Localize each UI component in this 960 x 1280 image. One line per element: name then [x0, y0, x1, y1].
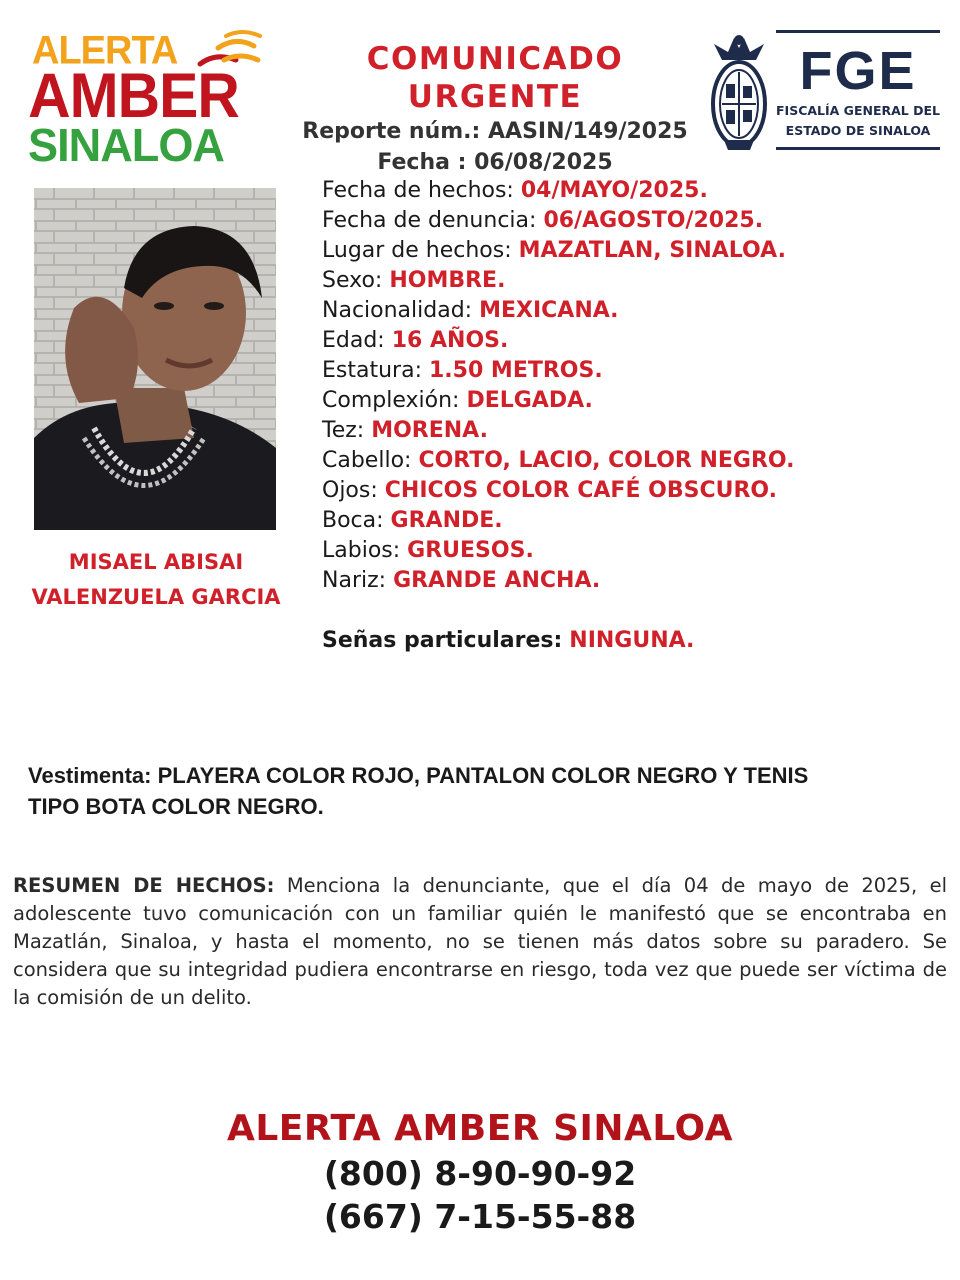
- page-title: COMUNICADO URGENTE: [366, 41, 624, 115]
- date-label: Fecha :: [377, 150, 467, 175]
- report-date: 06/08/2025: [474, 150, 613, 175]
- logo-line-alerta: ALERTA: [32, 28, 178, 74]
- report-number: AASIN/149/2025: [488, 119, 688, 144]
- clothing-line1: Vestimenta: PLAYERA COLOR ROJO, PANTALON COLOR NEGRO Y TENIS: [28, 763, 809, 788]
- detail-row-tez: [322, 416, 942, 446]
- report-date-line: [280, 147, 710, 178]
- detail-label: Nacionalidad:: [322, 298, 473, 323]
- fge-logo: [776, 30, 940, 150]
- phone-number-1[interactable]: (800) 8-90-90-92: [323, 1154, 637, 1193]
- detail-row-fecha-hechos: [322, 176, 942, 206]
- detail-value: CORTO, LACIO, COLOR NEGRO.: [418, 448, 795, 473]
- detail-row-sexo: [322, 266, 942, 296]
- name-line1: MISAEL ABISAI: [68, 550, 244, 574]
- detail-label: Fecha de hechos:: [322, 178, 514, 203]
- name-line2: VALENZUELA GARCIA: [31, 585, 281, 609]
- footer-title: ALERTA AMBER SINALOA: [226, 1108, 734, 1149]
- missing-person-name: [20, 545, 292, 615]
- detail-label: Edad:: [322, 328, 385, 353]
- summary-text: Menciona la denunciante, que el día 04 de mayo de 2025, el adolescente tuvo comunicación con un familiar quién le manifestó que se encontraba en Mazatlán, Sinaloa, y hasta el momento, no se tienen más datos sobre su paradero. Se considera que su integridad pudiera encontrarse en riesgo, toda vez que puede ser víctima de la comisión de un delito.: [13, 874, 947, 1009]
- detail-label: Cabello:: [322, 448, 412, 473]
- detail-row-nariz: [322, 566, 942, 596]
- clothing-line2: TIPO BOTA COLOR NEGRO.: [28, 794, 324, 819]
- footer-contact: [0, 1106, 960, 1238]
- detail-value: NINGUNA.: [569, 628, 695, 653]
- detail-row-boca: [322, 506, 942, 536]
- logo-line-amber: AMBER: [28, 60, 239, 131]
- detail-value: GRANDE ANCHA.: [393, 568, 601, 593]
- broadcast-waves-icon: [196, 30, 268, 86]
- fge-name-line1: FISCALÍA GENERAL DEL: [776, 103, 940, 118]
- detail-label: Estatura:: [322, 358, 422, 383]
- detail-row-complexion: [322, 386, 942, 416]
- logo-line-sinaloa: SINALOA: [28, 119, 224, 171]
- detail-value: CHICOS COLOR CAFÉ OBSCURO.: [384, 478, 777, 503]
- clothing-description: [28, 760, 928, 822]
- header-block: [280, 40, 710, 178]
- missing-person-photo: [34, 188, 276, 530]
- report-label: Reporte núm.:: [302, 119, 481, 144]
- detail-row-cabello: [322, 446, 942, 476]
- state-coat-of-arms-icon: [710, 30, 768, 152]
- detail-row-nacionalidad: [322, 296, 942, 326]
- detail-row-edad: [322, 326, 942, 356]
- detail-label: Labios:: [322, 538, 401, 563]
- detail-label: Lugar de hechos:: [322, 238, 512, 263]
- detail-value: 16 AÑOS.: [391, 328, 509, 353]
- detail-label: Nariz:: [322, 568, 387, 593]
- detail-row-labios: [322, 536, 942, 566]
- detail-label: Boca:: [322, 508, 384, 533]
- alerta-amber-logo: [24, 28, 264, 171]
- detail-value: 04/MAYO/2025.: [520, 178, 708, 203]
- detail-label: Sexo:: [322, 268, 383, 293]
- detail-value: GRANDE.: [390, 508, 503, 533]
- detail-row-senas-particulares: [322, 626, 942, 656]
- detail-label: Complexión:: [322, 388, 460, 413]
- detail-value: HOMBRE.: [389, 268, 506, 293]
- details-list: [322, 176, 942, 656]
- detail-value: MEXICANA.: [479, 298, 619, 323]
- detail-value: 06/AGOSTO/2025.: [543, 208, 764, 233]
- summary-label: RESUMEN DE HECHOS:: [13, 874, 275, 897]
- detail-value: DELGADA.: [466, 388, 593, 413]
- detail-value: MAZATLAN, SINALOA.: [518, 238, 786, 263]
- detail-value: MORENA.: [371, 418, 488, 443]
- fge-acronym: FGE: [799, 41, 917, 101]
- detail-row-ojos: [322, 476, 942, 506]
- detail-row-estatura: [322, 356, 942, 386]
- detail-label: Tez:: [322, 418, 365, 443]
- fge-name-line2: ESTADO DE SINALOA: [785, 123, 931, 138]
- detail-value: GRUESOS.: [407, 538, 534, 563]
- detail-label: Ojos:: [322, 478, 378, 503]
- detail-label: Fecha de denuncia:: [322, 208, 537, 233]
- detail-row-fecha-denuncia: [322, 206, 942, 236]
- incident-summary: [13, 872, 947, 1012]
- detail-value: 1.50 METROS.: [428, 358, 603, 383]
- phone-number-2[interactable]: (667) 7-15-55-88: [323, 1197, 637, 1236]
- detail-row-lugar: [322, 236, 942, 266]
- report-number-line: [280, 116, 710, 147]
- detail-label: Señas particulares:: [322, 628, 563, 653]
